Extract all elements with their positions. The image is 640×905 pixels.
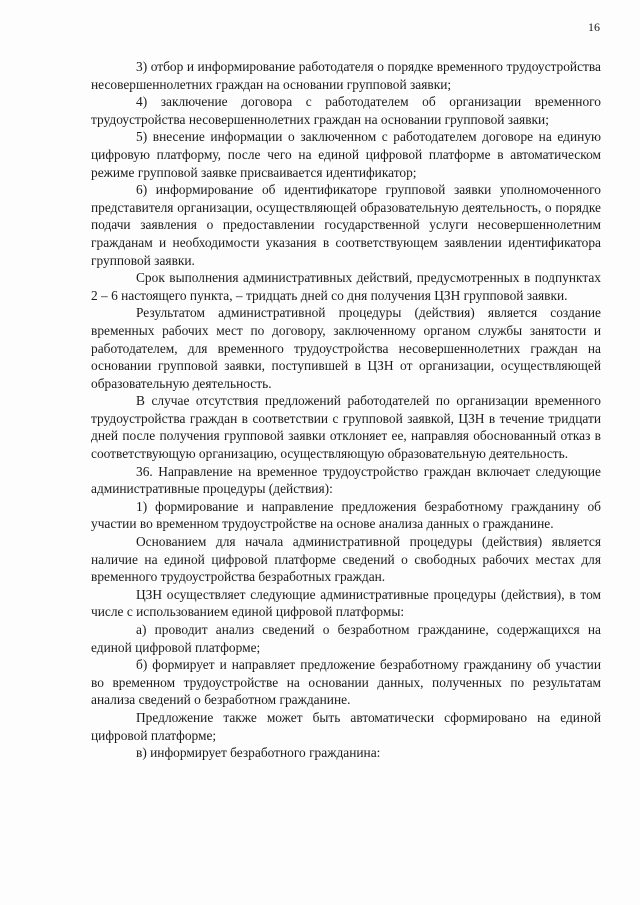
paragraph-item-5: 5) внесение информации о заключенном с работодателем договоре на единую цифровую платформу, после чего на единой цифровой платформе в автоматическом режиме групповой заявке присваивается идентификатор; xyxy=(91,129,601,180)
paragraph-action-a: а) проводит анализ сведений о безработном гражданине, содержащихся на единой цифровой платформе; xyxy=(91,622,601,655)
paragraph-czn-actions: ЦЗН осуществляет следующие административные процедуры (действия), в том числе с использованием единой цифровой платформы: xyxy=(91,586,601,620)
page-number: 16 xyxy=(588,20,600,34)
paragraph-item-4: 4) заключение договора с работодателем об организации временного трудоустройства несовершеннолетних граждан на основании групповой заявки; xyxy=(91,94,601,127)
paragraph-action-b: б) формирует и направляет предложение безработному гражданину об участии во временном трудоустройстве на основании данных, полученных по результатам анализа сведений о безработном гражданине. xyxy=(91,657,601,708)
document-body xyxy=(91,58,601,762)
paragraph-action-v: в) информирует безработного гражданина: xyxy=(136,745,381,761)
paragraph-section-36: 36. Направление на временное трудоустройство граждан включает следующие административные процедуры (действия): xyxy=(91,463,601,497)
paragraph-auto-offer: Предложение также может быть автоматически сформировано на единой цифровой платформе; xyxy=(91,709,601,743)
paragraph-rejection: В случае отсутствия предложений работодателей по организации временного трудоустройства граждан в соответствии с групповой заявкой, ЦЗН в течение тридцати дней после получения групповой заявки отклоняет ее, направляя обоснованный отказ в соответствующую организацию, осуществляющую образовательную деятельность. xyxy=(91,393,601,462)
paragraph-procedure-1: 1) формирование и направление предложения безработному гражданину об участии во временном трудоустройстве на основе анализа данных о гражданине. xyxy=(91,498,601,532)
paragraph-item-6: 6) информирование об идентификаторе групповой заявки уполномоченного представителя организации, осуществляющей образовательную деятельность, о порядке подачи заявления о предоставлении государственной услуги несовершеннолетним гражданам и необходимости указания в соответствующем заявлении идентификатора групповой заявки. xyxy=(91,182,601,268)
paragraph-deadline: Срок выполнения административных действий, предусмотренных в подпунктах 2 – 6 настоящего пункта, – тридцать дней со дня получения ЦЗН групповой заявки. xyxy=(91,270,601,303)
paragraph-item-3: 3) отбор и информирование работодателя о порядке временного трудоустройства несовершеннолетних граждан на основании групповой заявки; xyxy=(91,59,601,92)
paragraph-result: Результатом административной процедуры (действия) является создание временных рабочих мест по договору, заключенному органом службы занятости и работодателем, для временного трудоустройства несовершеннолетних граждан на основании групповой заявки, поступившей в ЦЗН от организации, осуществляющей образовательную деятельность. xyxy=(91,305,601,391)
paragraph-basis: Основанием для начала административной процедуры (действия) является наличие на единой цифровой платформе сведений о свободных рабочих местах для временного трудоустройства безработных граждан. xyxy=(91,534,601,585)
